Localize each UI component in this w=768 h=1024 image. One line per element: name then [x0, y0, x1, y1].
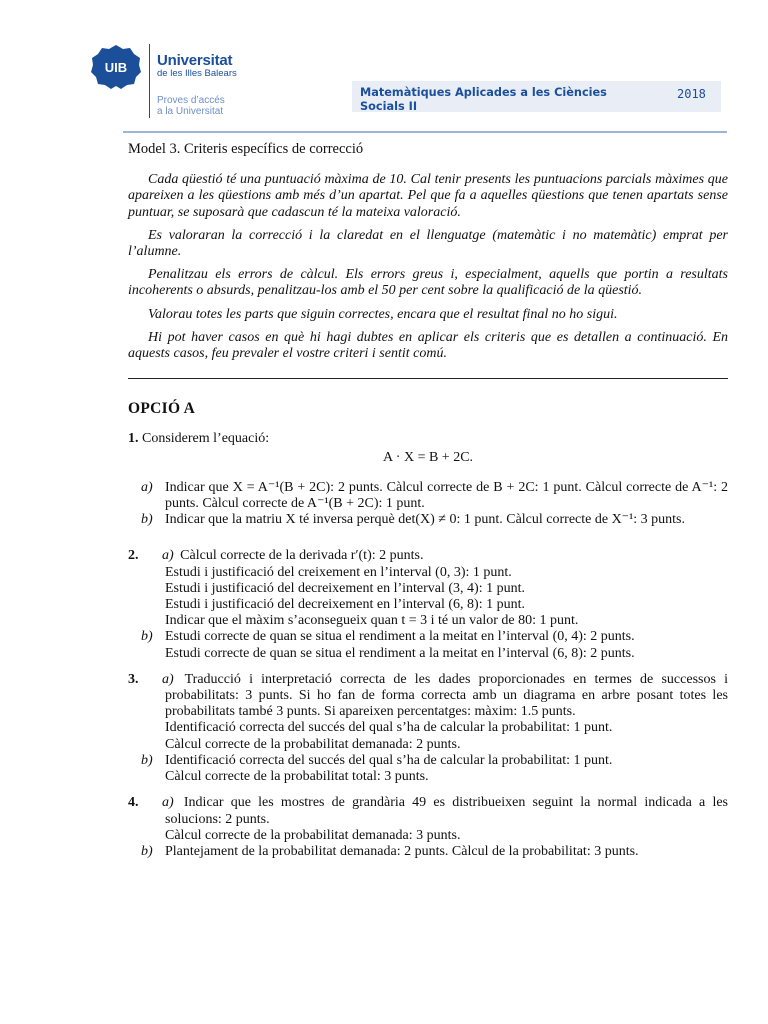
question-1 [128, 431, 728, 528]
item-text: Indicar que la matriu X té inversa perquè det(X) ≠ 0: 1 punt. Càlcul correcte de X⁻¹: 3 punts. [165, 512, 685, 528]
intro-paragraph: Cada qüestió té una puntuació màxima de 10. Cal tenir presents les puntuacions parcials màximes que apareixen a les qüestions amb més d’un apartat. Pel que fa a aquelles qüestions que tenen apartats sense puntuar, se suposarà que cadascun té la mateixa valoració. [128, 172, 728, 220]
proves-line-2: a la Universitat [157, 106, 224, 117]
item-a [162, 671, 728, 753]
item-text: Plantejament de la probabilitat demanada: 2 punts. Càlcul de la probabilitat: 3 punts. [165, 843, 639, 859]
item-b [141, 843, 728, 860]
item-label: b) [141, 512, 153, 528]
item-line: Estudi correcte de quan se situa el rendiment a la meitat en l’interval (0, 4): 2 punts. [165, 629, 635, 645]
question-number: 2. [128, 548, 139, 564]
item-label: b) [141, 843, 153, 859]
item-a [162, 548, 728, 629]
intro-paragraph: Penalitzau els errors de càlcul. Els errors greus i, especialment, aquells que portin a resultats incoherents o absurds, penalitzau-los amb el 50 per cent sobre la qualificació de la qüestió. [128, 267, 728, 299]
item-text: Indicar que X = A⁻¹(B + 2C): 2 punts. Càlcul correcte de B + 2C: 1 punt. Càlcul correcte de A⁻¹: 2 punts. Càlcul correcte de A⁻¹(B + 2C): 1 punt. [165, 479, 728, 512]
question-number: 4. [128, 795, 139, 811]
logo-divider [149, 44, 150, 118]
item-text: Indicar que les mostres de grandària 49 es distribueixen seguint la normal indicada a les solucions: 2 punts. [165, 795, 728, 827]
item-line: Estudi i justificació del decreixement en l’interval (3, 4): 1 punt. [165, 580, 526, 596]
subject-title: Matemàtiques Aplicades a les Ciències Socials II [360, 86, 607, 113]
intro-criteria [128, 172, 728, 362]
item-line: Estudi i justificació del creixement en l’interval (0, 3): 1 punt. [165, 564, 512, 580]
item-label: b) [141, 752, 153, 768]
question-number: 3. [128, 671, 139, 687]
page-header [0, 0, 768, 140]
item-line: Càlcul correcte de la derivada r′(t): 2 punts. [180, 548, 424, 564]
section-divider [128, 378, 728, 379]
university-subtitle: de les Illes Balears [157, 68, 237, 79]
item-b [141, 629, 728, 661]
item-a [162, 795, 728, 844]
item-line: Estudi i justificació del decreixement en l’interval (6, 8): 1 punt. [165, 597, 526, 613]
intro-paragraph: Es valoraran la correcció i la claredat en el llenguatge (matemàtic i no matemàtic) emprat per l’alumne. [128, 227, 728, 260]
header-rule [123, 131, 727, 133]
intro-paragraph: Hi pot haver casos en què hi hagi dubtes en aplicar els criteris que es detallen a continuació. En aquests casos, feu prevaler el vostre criteri i sentit comú. [128, 329, 728, 362]
item-b [128, 512, 728, 528]
item-a [128, 480, 728, 512]
option-title: OPCIÓ A [128, 400, 196, 418]
question-2 [128, 548, 728, 661]
item-b [141, 752, 728, 785]
model-title: Model 3. Criteris específics de correcció [128, 141, 364, 157]
item-line: Càlcul correcte de la probabilitat demanada: 3 punts. [165, 827, 461, 843]
item-line: Identificació correcta del succés del qual s’ha de calcular la probabilitat: 1 punt. [165, 752, 613, 768]
uib-logo-icon [90, 44, 142, 90]
logo-text: UIB [104, 60, 128, 75]
proves-line-1: Proves d’accés [157, 95, 225, 106]
intro-paragraph: Valorau totes les parts que siguin correctes, encara que el resultat final no ho sigui. [148, 306, 618, 322]
question-number: 1. [128, 431, 139, 447]
item-label: a) [162, 671, 174, 687]
exam-year: 2018 [677, 87, 706, 101]
question-3 [128, 672, 728, 785]
item-label: a) [162, 795, 174, 811]
item-line: Càlcul correcte de la probabilitat total: 3 punts. [165, 769, 429, 785]
item-line: Identificació correcta del succés del qual s’ha de calcular la probabilitat: 1 punt. [165, 720, 613, 736]
item-label: a) [141, 479, 153, 495]
question-4 [128, 795, 728, 860]
item-label: a) [162, 548, 174, 564]
equation: A · X = B + 2C. [382, 449, 474, 465]
item-line: Càlcul correcte de la probabilitat demanada: 2 punts. [165, 736, 461, 752]
item-line: Indicar que el màxim s’aconsegueix quan t = 3 i té un valor de 80: 1 punt. [165, 613, 579, 629]
item-line: Estudi correcte de quan se situa el rendiment a la meitat en l’interval (6, 8): 2 punts. [165, 645, 635, 661]
question-stem: Considerem l’equació: [142, 431, 270, 447]
item-text: Traducció i interpretació correcta de les dades proporcionades en termes de successos i probabilitats: 3 punts. Si ho fan de forma correcta amb un diagrama en arbre posant totes les probabilitats també 3 punts. Si apareixen percentatges: màxim: 1.5 punts. [165, 671, 728, 720]
item-label: b) [141, 629, 153, 645]
university-name: Universitat [157, 52, 233, 69]
document-body [128, 141, 728, 860]
